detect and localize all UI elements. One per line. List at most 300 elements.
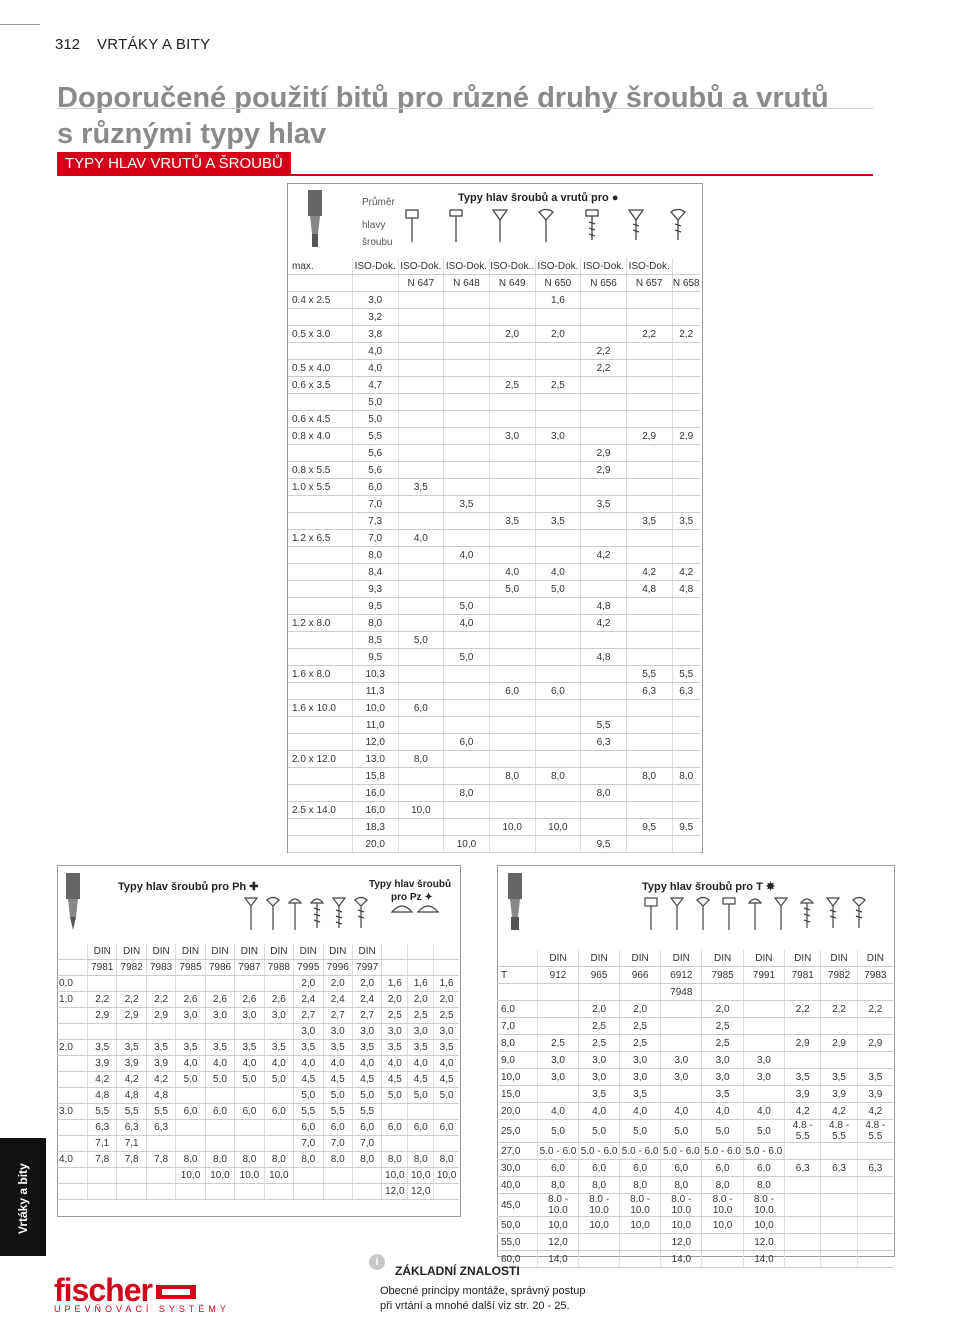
table-cell: 4,0 bbox=[352, 1056, 381, 1072]
slot-symbol-icon: ● bbox=[611, 192, 619, 204]
table-row bbox=[497, 1251, 893, 1268]
table-cell: 6,3 bbox=[857, 1160, 893, 1177]
table-cell bbox=[264, 1024, 293, 1040]
table-cell bbox=[408, 1136, 434, 1152]
table-cell: 3,5 bbox=[117, 1040, 146, 1056]
logo-text: fischer bbox=[54, 1272, 152, 1308]
table-cell: N 650 bbox=[535, 275, 581, 292]
table-cell: 5,6 bbox=[352, 445, 398, 462]
table-cell: 4,2 bbox=[581, 615, 627, 632]
table-row bbox=[497, 1120, 893, 1143]
table-cell bbox=[581, 666, 627, 683]
table-cell: 11,3 bbox=[352, 683, 398, 700]
table-cell bbox=[821, 1143, 857, 1160]
table-cell: 2,9 bbox=[117, 1008, 146, 1024]
screw-head-icon bbox=[629, 210, 643, 240]
table-cell bbox=[535, 309, 581, 326]
table-cell bbox=[672, 496, 700, 513]
table-row bbox=[288, 700, 700, 717]
screw-head-icon bbox=[355, 898, 367, 929]
table-cell bbox=[489, 411, 535, 428]
table-cell: 2,9 bbox=[88, 1008, 117, 1024]
row-label-cell: 2.5 x 14.0 bbox=[288, 802, 352, 819]
table-cell bbox=[821, 1251, 857, 1268]
table-cell bbox=[235, 1024, 264, 1040]
screw-head-icon bbox=[671, 210, 685, 241]
screw-head-icon bbox=[827, 898, 839, 928]
table-cell: 3,5 bbox=[88, 1040, 117, 1056]
table-row bbox=[288, 547, 700, 564]
table-cell bbox=[398, 717, 444, 734]
table-cell: 2,5 bbox=[408, 1008, 434, 1024]
table-cell: 12,0 bbox=[538, 1234, 579, 1251]
table-cell: 10,0 bbox=[702, 1217, 743, 1234]
table-cell: 8,0 bbox=[408, 1152, 434, 1168]
row-label-cell: 20,0 bbox=[497, 1103, 538, 1120]
row-label-cell: 0.6 x 4.5 bbox=[288, 411, 352, 428]
row-label-cell bbox=[288, 547, 352, 564]
table-cell: 5,0 bbox=[661, 1120, 702, 1143]
table-cell: 2,5 bbox=[434, 1008, 459, 1024]
table-cell bbox=[176, 1088, 205, 1104]
table-cell: 8,0 bbox=[702, 1177, 743, 1194]
table-cell: 18,3 bbox=[352, 819, 398, 836]
table-cell: 2,9 bbox=[672, 428, 700, 445]
table-cell bbox=[176, 1184, 205, 1200]
table-cell bbox=[444, 479, 490, 496]
screw-head-icons bbox=[400, 208, 700, 244]
table-cell: 10,0 bbox=[176, 1168, 205, 1184]
table-cell bbox=[489, 462, 535, 479]
table-cell: 5,6 bbox=[352, 462, 398, 479]
table-cell: 3,5 bbox=[489, 513, 535, 530]
section-title: VRTÁKY A BITY bbox=[97, 36, 211, 53]
screw-head-icon bbox=[311, 899, 323, 928]
table-cell: 6,0 bbox=[352, 1120, 381, 1136]
table-cell bbox=[352, 1184, 381, 1200]
table-cell: 16,0 bbox=[352, 802, 398, 819]
table-cell bbox=[88, 1024, 117, 1040]
table-cell: 4,0 bbox=[408, 1056, 434, 1072]
table-cell: 3,0 bbox=[176, 1008, 205, 1024]
table-cell bbox=[535, 802, 581, 819]
table-cell: 4,0 bbox=[743, 1103, 784, 1120]
table-cell bbox=[264, 1120, 293, 1136]
row-label-cell: 27,0 bbox=[497, 1143, 538, 1160]
table-cell bbox=[857, 1052, 893, 1069]
table-cell: 9,5 bbox=[352, 649, 398, 666]
table-cell: 5,0 bbox=[535, 581, 581, 598]
table-cell: 5,5 bbox=[117, 1104, 146, 1120]
table-cell: 6,0 bbox=[176, 1104, 205, 1120]
table-row bbox=[288, 802, 700, 819]
screw-head-icon bbox=[853, 898, 865, 929]
table-cell: 7,8 bbox=[117, 1152, 146, 1168]
table-cell bbox=[398, 394, 444, 411]
table-cell: 5,0 bbox=[702, 1120, 743, 1143]
diameter-caption bbox=[362, 194, 395, 251]
table-cell: 3,0 bbox=[235, 1008, 264, 1024]
table-cell: 4,2 bbox=[117, 1072, 146, 1088]
row-label-cell: 60,0 bbox=[497, 1251, 538, 1268]
table-cell: 5.0 - 6.0 bbox=[579, 1143, 620, 1160]
table-cell: 10,0 bbox=[408, 1168, 434, 1184]
table-cell: N 656 bbox=[581, 275, 627, 292]
table-cell bbox=[581, 292, 627, 309]
table-cell: 10,0 bbox=[538, 1217, 579, 1234]
table-cell: 3,9 bbox=[146, 1056, 175, 1072]
table-row bbox=[288, 768, 700, 785]
table-cell: 3,0 bbox=[743, 1052, 784, 1069]
table-cell: 6,0 bbox=[205, 1104, 234, 1120]
row-label-cell: 0.5 x 3.0 bbox=[288, 326, 352, 343]
table-cell: 5,0 bbox=[205, 1072, 234, 1088]
row-label-cell: 1.0 x 5.5 bbox=[288, 479, 352, 496]
table-cell bbox=[626, 615, 672, 632]
table-cell bbox=[434, 1184, 459, 1200]
table-cell bbox=[672, 343, 700, 360]
table-cell: 4,2 bbox=[672, 564, 700, 581]
table-cell: DIN bbox=[264, 944, 293, 960]
table-cell: 4,0 bbox=[323, 1056, 352, 1072]
table-cell bbox=[398, 360, 444, 377]
table-cell: 9,5 bbox=[581, 836, 627, 853]
table-cell: 4,0 bbox=[620, 1103, 661, 1120]
table-cell: 2,7 bbox=[352, 1008, 381, 1024]
table-cell: DIN bbox=[235, 944, 264, 960]
table-cell bbox=[538, 1018, 579, 1035]
row-label-cell bbox=[288, 309, 352, 326]
table-row bbox=[288, 836, 700, 853]
table-cell: 12,0 bbox=[352, 734, 398, 751]
table-row bbox=[288, 428, 700, 445]
slotted-bit-icon bbox=[306, 190, 324, 248]
table-cell bbox=[398, 666, 444, 683]
table-cell: 4,2 bbox=[857, 1103, 893, 1120]
table-cell bbox=[581, 326, 627, 343]
ph-screw-icons bbox=[244, 896, 464, 934]
table-cell bbox=[323, 1184, 352, 1200]
table-cell: 11,0 bbox=[352, 717, 398, 734]
pz-caption-text: pro Pz bbox=[391, 892, 422, 903]
table-cell: DIN bbox=[323, 944, 352, 960]
table-cell bbox=[620, 1251, 661, 1268]
table-cell bbox=[538, 1086, 579, 1103]
table-row bbox=[497, 1234, 893, 1251]
table-cell: 10,0 bbox=[579, 1217, 620, 1234]
row-label-cell: max. bbox=[288, 258, 352, 275]
table-cell bbox=[672, 360, 700, 377]
table-cell: 2,9 bbox=[581, 462, 627, 479]
table-cell: 13,0 bbox=[352, 751, 398, 768]
table-cell bbox=[176, 1136, 205, 1152]
table-cell bbox=[398, 292, 444, 309]
table-cell: 5,0 bbox=[579, 1120, 620, 1143]
table-cell bbox=[408, 960, 434, 976]
table-cell: 2,0 bbox=[620, 1001, 661, 1018]
sidebar-label: Vrtáky a bity bbox=[16, 1163, 30, 1234]
table-header-row bbox=[288, 275, 700, 292]
table-cell bbox=[626, 309, 672, 326]
table-cell bbox=[398, 445, 444, 462]
table-cell: 2,2 bbox=[785, 1001, 821, 1018]
table-cell: 2,0 bbox=[489, 326, 535, 343]
table-cell: 4,0 bbox=[176, 1056, 205, 1072]
table-cell bbox=[672, 734, 700, 751]
table-cell: 7987 bbox=[235, 960, 264, 976]
table-cell: N 658 bbox=[672, 275, 700, 292]
table-row bbox=[57, 1072, 459, 1088]
table-cell bbox=[235, 976, 264, 992]
table-cell bbox=[398, 785, 444, 802]
logo-mark-icon bbox=[156, 1283, 198, 1301]
table-cell: 5,0 bbox=[444, 598, 490, 615]
table-cell: 2,6 bbox=[205, 992, 234, 1008]
table-cell bbox=[444, 343, 490, 360]
table-cell: DIN bbox=[661, 950, 702, 967]
table-cell bbox=[398, 547, 444, 564]
table-cell bbox=[235, 1120, 264, 1136]
table-cell: 7,1 bbox=[88, 1136, 117, 1152]
table-cell bbox=[444, 326, 490, 343]
table-cell: 8,0 bbox=[205, 1152, 234, 1168]
table-cell bbox=[581, 683, 627, 700]
table-cell: 3,5 bbox=[821, 1069, 857, 1086]
table-cell bbox=[626, 598, 672, 615]
table-cell: 2,0 bbox=[352, 976, 381, 992]
t-caption-text: Typy hlav šroubů pro T bbox=[642, 881, 763, 893]
table-cell bbox=[444, 513, 490, 530]
table-cell: 8.0 - 10.0 bbox=[743, 1194, 784, 1217]
table-cell: 2,4 bbox=[352, 992, 381, 1008]
table-cell: 3,5 bbox=[408, 1040, 434, 1056]
table-cell bbox=[535, 394, 581, 411]
screw-head-icon bbox=[539, 210, 553, 243]
table-row bbox=[288, 717, 700, 734]
table-cell: 7,0 bbox=[352, 530, 398, 547]
caption-line: šroubu bbox=[362, 237, 393, 248]
table-cell: 4,2 bbox=[785, 1103, 821, 1120]
table-cell: 7,8 bbox=[146, 1152, 175, 1168]
table-cell bbox=[398, 513, 444, 530]
table-cell bbox=[581, 530, 627, 547]
table-cell: 2,5 bbox=[620, 1035, 661, 1052]
table-cell bbox=[672, 479, 700, 496]
table-cell bbox=[535, 632, 581, 649]
table-cell: N 648 bbox=[444, 275, 490, 292]
table-cell: DIN bbox=[176, 944, 205, 960]
table-cell: 4,0 bbox=[352, 360, 398, 377]
table-cell: 5,0 bbox=[398, 632, 444, 649]
table-cell bbox=[535, 785, 581, 802]
table-cell bbox=[444, 581, 490, 598]
row-label-cell bbox=[288, 785, 352, 802]
table-cell bbox=[581, 428, 627, 445]
table-cell bbox=[444, 377, 490, 394]
table-cell: 3,0 bbox=[434, 1024, 459, 1040]
table-cell bbox=[489, 649, 535, 666]
screw-head-icon bbox=[406, 210, 418, 242]
table-row bbox=[288, 513, 700, 530]
table-cell: 7982 bbox=[821, 967, 857, 984]
table-cell: N 647 bbox=[398, 275, 444, 292]
table-cell: 2,6 bbox=[264, 992, 293, 1008]
table-cell bbox=[626, 836, 672, 853]
table-cell: 4,2 bbox=[581, 547, 627, 564]
table-cell: 2,5 bbox=[702, 1018, 743, 1035]
table-cell bbox=[489, 530, 535, 547]
table-cell bbox=[538, 1001, 579, 1018]
table-cell bbox=[857, 984, 893, 1001]
table-cell bbox=[264, 1136, 293, 1152]
screw-head-icon bbox=[645, 898, 657, 930]
row-label-cell bbox=[288, 513, 352, 530]
row-label-cell: 4,0 bbox=[57, 1152, 88, 1168]
table-cell bbox=[626, 292, 672, 309]
top-table bbox=[288, 258, 700, 853]
table-cell: 4,0 bbox=[444, 615, 490, 632]
table-cell bbox=[535, 462, 581, 479]
row-label-cell: 1.2 x 8.0 bbox=[288, 615, 352, 632]
table-cell: 2,0 bbox=[323, 976, 352, 992]
row-label-cell: 1,0 bbox=[57, 992, 88, 1008]
table-cell: 3,0 bbox=[382, 1024, 408, 1040]
table-cell: ISO-Dok.. bbox=[489, 258, 535, 275]
table-cell bbox=[581, 632, 627, 649]
row-label-cell: 45,0 bbox=[497, 1194, 538, 1217]
screw-head-icon bbox=[392, 906, 412, 912]
table-cell bbox=[398, 836, 444, 853]
table-cell: 7997 bbox=[352, 960, 381, 976]
table-row bbox=[288, 598, 700, 615]
table-cell: 5,5 bbox=[352, 428, 398, 445]
table-cell: 7988 bbox=[264, 960, 293, 976]
table-cell: 4,0 bbox=[264, 1056, 293, 1072]
table-cell: 10,0 bbox=[489, 819, 535, 836]
table-cell bbox=[398, 496, 444, 513]
table-cell bbox=[489, 343, 535, 360]
table-cell: 3,0 bbox=[538, 1069, 579, 1086]
table-cell bbox=[294, 1168, 323, 1184]
table-cell bbox=[620, 984, 661, 1001]
table-cell bbox=[535, 666, 581, 683]
table-cell bbox=[444, 292, 490, 309]
table-cell: 14,0 bbox=[661, 1251, 702, 1268]
table-cell: 4,8 bbox=[581, 649, 627, 666]
row-label-cell: 30,0 bbox=[497, 1160, 538, 1177]
table-cell: DIN bbox=[294, 944, 323, 960]
table-row bbox=[288, 445, 700, 462]
table-cell bbox=[382, 960, 408, 976]
table-cell bbox=[672, 700, 700, 717]
table-cell: 6,0 bbox=[264, 1104, 293, 1120]
table-cell: 3,5 bbox=[382, 1040, 408, 1056]
table-cell: 3,5 bbox=[620, 1086, 661, 1103]
table-cell: 2,9 bbox=[626, 428, 672, 445]
table-cell: 4.8 - 5.5 bbox=[785, 1120, 821, 1143]
table-cell: 1,6 bbox=[535, 292, 581, 309]
table-cell: 10,0 bbox=[444, 836, 490, 853]
table-cell bbox=[626, 802, 672, 819]
table-cell: ISO-Dok. bbox=[626, 258, 672, 275]
table-cell bbox=[205, 1120, 234, 1136]
table-cell bbox=[535, 360, 581, 377]
table-cell: 4,0 bbox=[382, 1056, 408, 1072]
table-cell: 3,0 bbox=[702, 1052, 743, 1069]
table-cell: 5,0 bbox=[444, 649, 490, 666]
table-cell bbox=[444, 411, 490, 428]
table-cell: 6,0 bbox=[294, 1120, 323, 1136]
table-cell: 8,0 bbox=[579, 1177, 620, 1194]
table-cell bbox=[672, 598, 700, 615]
t-table bbox=[497, 950, 893, 1268]
types-caption-text: Typy hlav šroubů a vrutů pro bbox=[458, 192, 609, 204]
table-cell: 4,0 bbox=[352, 343, 398, 360]
table-cell: 5,0 bbox=[352, 394, 398, 411]
table-cell bbox=[581, 581, 627, 598]
table-cell: 8.0 - 10.0 bbox=[661, 1194, 702, 1217]
table-cell: 2,5 bbox=[535, 377, 581, 394]
screw-head-icon bbox=[333, 898, 345, 928]
table-cell bbox=[444, 462, 490, 479]
table-cell: 5,5 bbox=[323, 1104, 352, 1120]
table-cell bbox=[398, 411, 444, 428]
table-cell: 3,5 bbox=[205, 1040, 234, 1056]
table-cell: 8,0 bbox=[264, 1152, 293, 1168]
table-cell: 2,9 bbox=[581, 445, 627, 462]
table-cell bbox=[489, 598, 535, 615]
row-label-cell bbox=[288, 343, 352, 360]
table-cell bbox=[489, 394, 535, 411]
row-label-cell bbox=[288, 649, 352, 666]
table-cell: 3,5 bbox=[672, 513, 700, 530]
table-cell: 8.0 - 10.0 bbox=[538, 1194, 579, 1217]
table-cell bbox=[821, 1194, 857, 1217]
table-cell bbox=[444, 309, 490, 326]
row-label-cell bbox=[57, 960, 88, 976]
table-cell: 14,0 bbox=[743, 1251, 784, 1268]
table-cell: 16,0 bbox=[352, 785, 398, 802]
table-cell bbox=[398, 462, 444, 479]
table-cell bbox=[294, 1184, 323, 1200]
table-cell: 8,0 bbox=[294, 1152, 323, 1168]
table-cell bbox=[785, 1251, 821, 1268]
table-cell bbox=[620, 1234, 661, 1251]
table-cell: 2,2 bbox=[117, 992, 146, 1008]
table-cell bbox=[785, 1177, 821, 1194]
table-cell: 6,0 bbox=[661, 1160, 702, 1177]
table-cell: 5,5 bbox=[581, 717, 627, 734]
table-cell: 3,5 bbox=[235, 1040, 264, 1056]
table-cell: 5,5 bbox=[352, 1104, 381, 1120]
table-cell: 4,2 bbox=[626, 564, 672, 581]
table-cell: 5.0 - 6.0 bbox=[702, 1143, 743, 1160]
table-cell: 5,5 bbox=[146, 1104, 175, 1120]
table-row bbox=[57, 992, 459, 1008]
table-cell: 7983 bbox=[857, 967, 893, 984]
table-cell bbox=[538, 984, 579, 1001]
row-label-cell: 55,0 bbox=[497, 1234, 538, 1251]
row-label-cell bbox=[57, 1056, 88, 1072]
table-cell bbox=[117, 1168, 146, 1184]
table-cell bbox=[626, 530, 672, 547]
table-cell: 10,0 bbox=[398, 802, 444, 819]
table-cell: 3,5 bbox=[626, 513, 672, 530]
row-label-cell: 7,0 bbox=[497, 1018, 538, 1035]
table-cell bbox=[785, 1018, 821, 1035]
table-cell bbox=[146, 1168, 175, 1184]
table-cell bbox=[264, 1184, 293, 1200]
